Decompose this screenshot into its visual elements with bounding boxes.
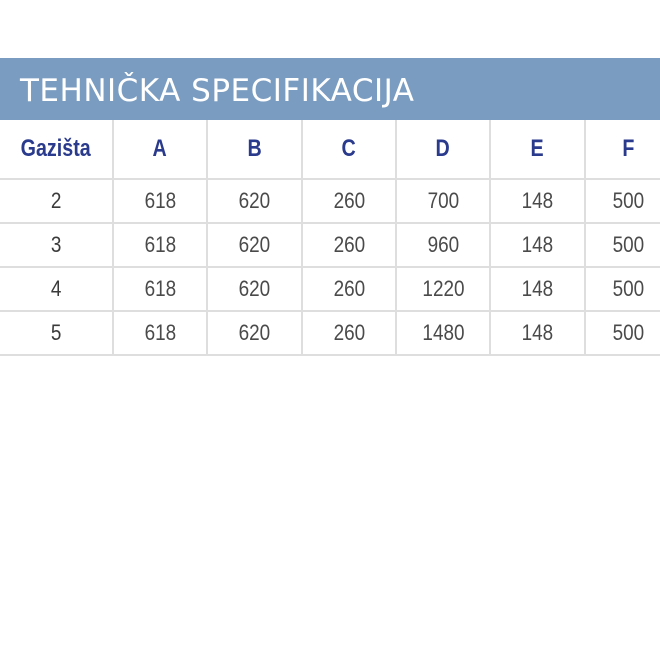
- spec-banner: [0, 58, 660, 120]
- table-row: [0, 267, 660, 311]
- table-cell: 500: [585, 311, 660, 355]
- column-header-a: A: [113, 120, 207, 179]
- table-cell: 260: [302, 223, 396, 267]
- table-cell: 3: [0, 223, 113, 267]
- spec-table: [0, 120, 660, 356]
- table-cell: 148: [490, 179, 585, 223]
- table-cell: 148: [490, 223, 585, 267]
- table-row: [0, 311, 660, 355]
- table-cell: 500: [585, 267, 660, 311]
- column-header-c: C: [302, 120, 396, 179]
- table-row: [0, 223, 660, 267]
- table-cell: 148: [490, 267, 585, 311]
- table-cell: 260: [302, 267, 396, 311]
- table-cell: 1220: [396, 267, 490, 311]
- table-cell: 4: [0, 267, 113, 311]
- column-header-b: B: [207, 120, 302, 179]
- table-cell: 620: [207, 267, 302, 311]
- table-cell: 620: [207, 223, 302, 267]
- column-header-gazista: Gazišta: [0, 120, 113, 179]
- table-cell: 618: [113, 311, 207, 355]
- table-cell: 960: [396, 223, 490, 267]
- table-cell: 618: [113, 267, 207, 311]
- table-cell: 260: [302, 179, 396, 223]
- table-cell: 1480: [396, 311, 490, 355]
- table-cell: 2: [0, 179, 113, 223]
- table-row: [0, 179, 660, 223]
- table-header-row: [0, 120, 660, 179]
- column-header-e: E: [490, 120, 585, 179]
- table-cell: 700: [396, 179, 490, 223]
- table-cell: 500: [585, 223, 660, 267]
- column-header-d: D: [396, 120, 490, 179]
- table-cell: 620: [207, 311, 302, 355]
- page-title: TEHNIČKA SPECIFIKACIJA: [20, 72, 415, 109]
- table-cell: 618: [113, 179, 207, 223]
- table-cell: 148: [490, 311, 585, 355]
- column-header-f: F: [585, 120, 660, 179]
- table-cell: 260: [302, 311, 396, 355]
- table-cell: 620: [207, 179, 302, 223]
- table-cell: 5: [0, 311, 113, 355]
- table-cell: 500: [585, 179, 660, 223]
- table-cell: 618: [113, 223, 207, 267]
